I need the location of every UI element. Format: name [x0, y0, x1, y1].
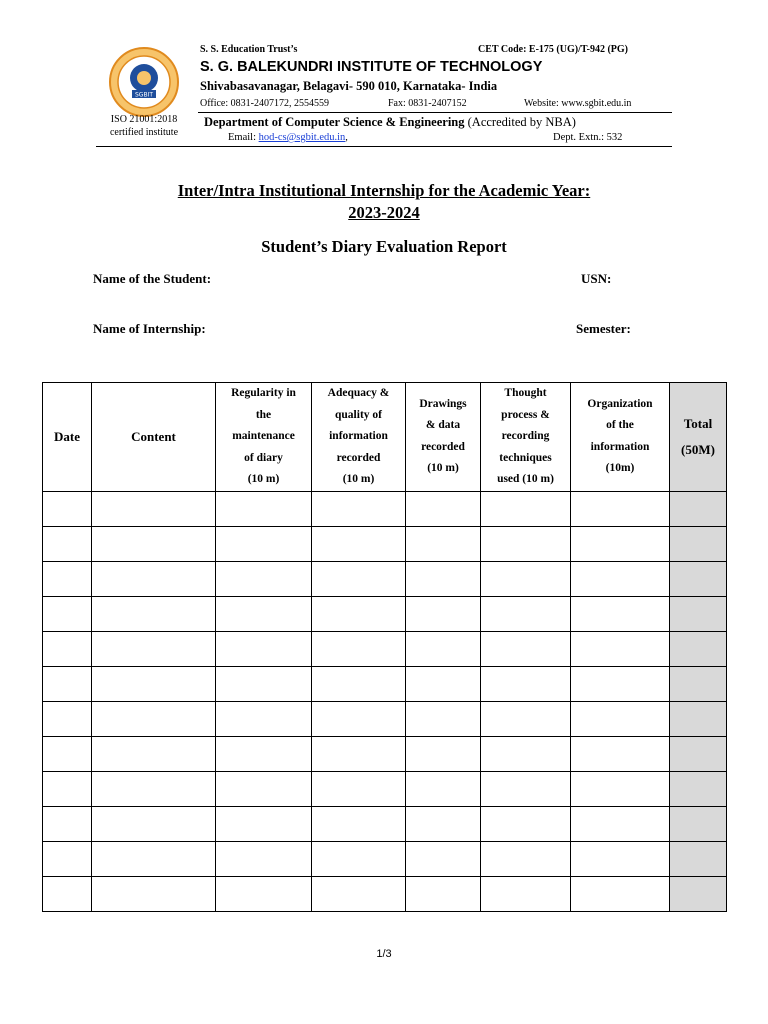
dept-extension: Dept. Extn.: 532: [553, 132, 623, 143]
main-title: Inter/Intra Institutional Internship for the Academic Year: 2023-2024: [177, 181, 591, 222]
trust-name: S. S. Education Trust’s: [200, 44, 298, 55]
header-organization: Organization of the information (10m): [571, 383, 670, 492]
email-line: Email: hod-cs@sgbit.edu.in,: [228, 132, 348, 143]
cell-organization: [571, 631, 670, 666]
cell-thought-process: [481, 526, 571, 561]
cell-content: [92, 806, 216, 841]
svg-text:SGBIT: SGBIT: [134, 91, 154, 99]
cell-content: [92, 561, 216, 596]
cell-thought-process: [481, 771, 571, 806]
cell-date: [43, 876, 92, 911]
table-row: [43, 806, 727, 841]
cell-organization: [571, 841, 670, 876]
cell-content: [92, 526, 216, 561]
email-link[interactable]: hod-cs@sgbit.edu.in: [258, 132, 346, 143]
header-drawings: Drawings & data recorded (10 m): [406, 383, 481, 492]
cell-thought-process: [481, 806, 571, 841]
cell-content: [92, 701, 216, 736]
cell-organization: [571, 596, 670, 631]
cell-adequacy: [312, 491, 406, 526]
cell-date: [43, 491, 92, 526]
cell-drawings: [406, 491, 481, 526]
student-name-label: Name of the Student:: [93, 271, 212, 286]
usn-label: USN:: [581, 271, 612, 286]
cell-date: [43, 841, 92, 876]
cell-regularity: [216, 806, 312, 841]
department-name: Department of Computer Science & Engineering: [204, 115, 465, 129]
table-row: [43, 491, 727, 526]
cell-regularity: [216, 666, 312, 701]
cell-regularity: [216, 841, 312, 876]
cell-thought-process: [481, 596, 571, 631]
cell-drawings: [406, 666, 481, 701]
cell-content: [92, 841, 216, 876]
cell-organization: [571, 736, 670, 771]
cell-total: [670, 701, 727, 736]
header-thought-process: Thought process & recording techniques used (10 m): [481, 383, 571, 492]
cell-content: [92, 736, 216, 771]
department-line: [204, 115, 576, 130]
table-row: [43, 596, 727, 631]
cell-drawings: [406, 771, 481, 806]
semester-label: Semester:: [576, 321, 631, 336]
accreditation: (Accredited by NBA): [467, 115, 576, 129]
cell-organization: [571, 526, 670, 561]
cell-content: [92, 596, 216, 631]
cell-drawings: [406, 876, 481, 911]
cell-adequacy: [312, 736, 406, 771]
cell-regularity: [216, 491, 312, 526]
institute-name: S. G. BALEKUNDRI INSTITUTE OF TECHNOLOGY: [200, 59, 543, 75]
evaluation-table: [42, 382, 727, 912]
cet-code: CET Code: E-175 (UG)/T-942 (PG): [478, 44, 628, 55]
cell-organization: [571, 701, 670, 736]
table-row: [43, 561, 727, 596]
report-title: Student’s Diary Evaluation Report: [261, 237, 507, 256]
cell-regularity: [216, 771, 312, 806]
cell-total: [670, 876, 727, 911]
cell-adequacy: [312, 876, 406, 911]
cell-organization: [571, 491, 670, 526]
cell-drawings: [406, 701, 481, 736]
cell-regularity: [216, 596, 312, 631]
cell-content: [92, 631, 216, 666]
cell-organization: [571, 561, 670, 596]
cell-date: [43, 526, 92, 561]
iso-certification: ISO 21001:2018 certified institute: [109, 114, 179, 138]
institute-logo: [108, 46, 180, 118]
cell-drawings: [406, 526, 481, 561]
table-row: [43, 736, 727, 771]
table-row: [43, 876, 727, 911]
table-row: [43, 841, 727, 876]
table-row: [43, 701, 727, 736]
cell-date: [43, 666, 92, 701]
cell-thought-process: [481, 561, 571, 596]
cell-thought-process: [481, 876, 571, 911]
table-body: [43, 491, 727, 911]
cell-adequacy: [312, 771, 406, 806]
header-regularity: Regularity in the maintenance of diary (10 m): [216, 383, 312, 492]
cell-adequacy: [312, 701, 406, 736]
cell-adequacy: [312, 596, 406, 631]
cell-total: [670, 771, 727, 806]
cell-content: [92, 771, 216, 806]
cell-total: [670, 491, 727, 526]
header-content: Content: [92, 383, 216, 492]
table-row: [43, 666, 727, 701]
cell-organization: [571, 771, 670, 806]
cell-thought-process: [481, 631, 571, 666]
cell-adequacy: [312, 806, 406, 841]
cell-adequacy: [312, 666, 406, 701]
cell-thought-process: [481, 666, 571, 701]
cell-regularity: [216, 736, 312, 771]
cell-content: [92, 491, 216, 526]
table-row: [43, 631, 727, 666]
header-date: Date: [43, 383, 92, 492]
cell-drawings: [406, 561, 481, 596]
fax-number: Fax: 0831-2407152: [388, 98, 467, 109]
cell-content: [92, 876, 216, 911]
cell-total: [670, 806, 727, 841]
cell-regularity: [216, 631, 312, 666]
page-number: 1/3: [376, 948, 392, 960]
cell-thought-process: [481, 701, 571, 736]
cell-total: [670, 631, 727, 666]
cell-thought-process: [481, 841, 571, 876]
institute-address: Shivabasavanagar, Belagavi- 590 010, Karnataka- India: [200, 79, 498, 93]
cell-date: [43, 701, 92, 736]
header-adequacy: Adequacy & quality of information recorded (10 m): [312, 383, 406, 492]
cell-drawings: [406, 841, 481, 876]
table-row: [43, 526, 727, 561]
header-divider: [198, 112, 672, 113]
cell-regularity: [216, 876, 312, 911]
cell-total: [670, 736, 727, 771]
cell-drawings: [406, 806, 481, 841]
cell-organization: [571, 666, 670, 701]
cell-thought-process: [481, 736, 571, 771]
cell-drawings: [406, 736, 481, 771]
table-header-row: [43, 383, 727, 492]
cell-total: [670, 561, 727, 596]
header-total: Total (50M): [670, 383, 727, 492]
cell-drawings: [406, 596, 481, 631]
office-phone: Office: 0831-2407172, 2554559: [200, 98, 329, 109]
cell-total: [670, 526, 727, 561]
cell-date: [43, 771, 92, 806]
cell-date: [43, 596, 92, 631]
cell-content: [92, 666, 216, 701]
cell-drawings: [406, 631, 481, 666]
cell-thought-process: [481, 491, 571, 526]
cell-date: [43, 806, 92, 841]
cell-total: [670, 596, 727, 631]
cell-regularity: [216, 526, 312, 561]
table-row: [43, 771, 727, 806]
cell-date: [43, 561, 92, 596]
cell-organization: [571, 806, 670, 841]
cell-regularity: [216, 561, 312, 596]
cell-adequacy: [312, 631, 406, 666]
cell-total: [670, 841, 727, 876]
cell-regularity: [216, 701, 312, 736]
website: Website: www.sgbit.edu.in: [524, 98, 632, 109]
cell-date: [43, 736, 92, 771]
internship-name-label: Name of Internship:: [93, 321, 206, 336]
cell-adequacy: [312, 841, 406, 876]
cell-total: [670, 666, 727, 701]
cell-organization: [571, 876, 670, 911]
header-bottom-rule: [96, 146, 672, 147]
cell-adequacy: [312, 561, 406, 596]
cell-adequacy: [312, 526, 406, 561]
cell-date: [43, 631, 92, 666]
